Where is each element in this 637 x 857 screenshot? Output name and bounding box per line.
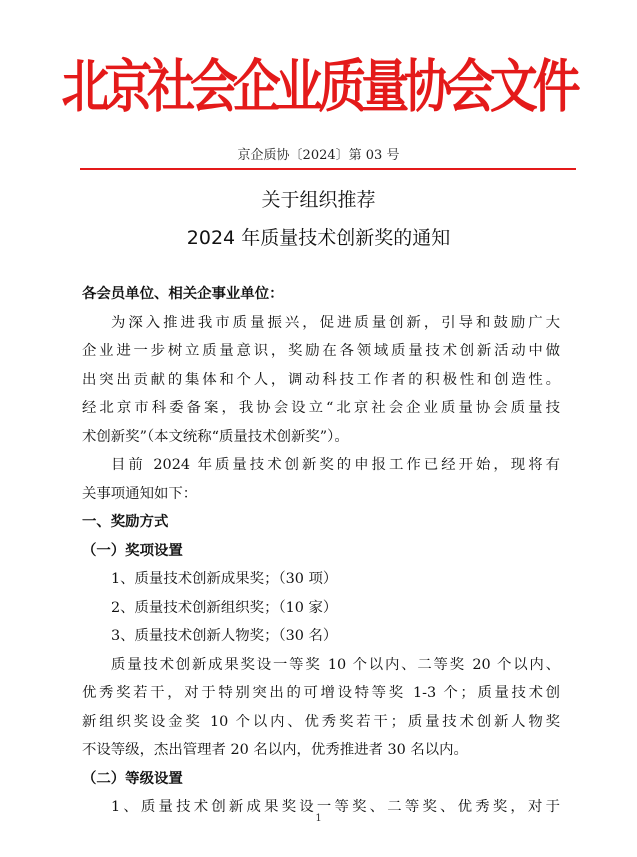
document-title-line-1: 关于组织推荐 [261, 189, 376, 211]
paragraph-line: 目前 2024 年质量技术创新奖的申报工作已经开始，现将有 [111, 457, 560, 473]
paragraph-line: 质量技术创新成果奖设一等奖 10 个以内、二等奖 20 个以内、 [111, 656, 560, 673]
page-number: 1 [315, 813, 322, 824]
subsection-heading: （二）等级设置 [82, 769, 183, 787]
paragraph-line: 关事项通知如下： [82, 485, 198, 502]
document-number: 京企质协〔2024〕第 03 号 [237, 148, 400, 163]
document-body [82, 280, 560, 822]
section-heading: 一、奖励方式 [82, 513, 169, 530]
award-item: 2、质量技术创新组织奖；（10 家） [111, 599, 338, 616]
award-item: 1、质量技术创新成果奖；（30 项） [111, 571, 338, 587]
paragraph-line: 经北京市科委备案，我协会设立“北京社会企业质量协会质量技 [82, 400, 560, 416]
paragraph-line: 新组织奖设金奖 10 个以内、优秀奖若干；质量技术创新人物奖 [82, 713, 560, 730]
subsection-heading: （一）奖项设置 [82, 541, 183, 559]
paragraph-line: 出突出贡献的集体和个人，调动科技工作者的积极性和创造性。 [82, 371, 560, 388]
paragraph-line: 为深入推进我市质量振兴，促进质量创新，引导和鼓励广大 [111, 314, 560, 331]
document-title-line-2: 2024 年质量技术创新奖的通知 [186, 227, 451, 249]
paragraph-line: 优秀奖若干，对于特别突出的可增设特等奖 1-3 个；质量技术创 [82, 685, 560, 701]
award-item: 3、质量技术创新人物奖；（30 名） [111, 628, 338, 644]
salutation: 各会员单位、相关企事业单位： [82, 285, 284, 302]
paragraph-line: 企业进一步树立质量意识，奖励在各领域质量技术创新活动中做 [82, 343, 560, 359]
red-divider-line [80, 168, 576, 170]
paragraph-line: 不设等级，杰出管理者 20 名以内，优秀推进者 30 名以内。 [82, 742, 468, 758]
org-header-title: 北京社会企业质量协会文件 [61, 54, 576, 120]
paragraph-line: 术创新奖”（本文统称“质量技术创新奖”）。 [82, 428, 349, 445]
paragraph-line: 1、质量技术创新成果奖设一等奖、二等奖、优秀奖，对于 [111, 799, 560, 815]
